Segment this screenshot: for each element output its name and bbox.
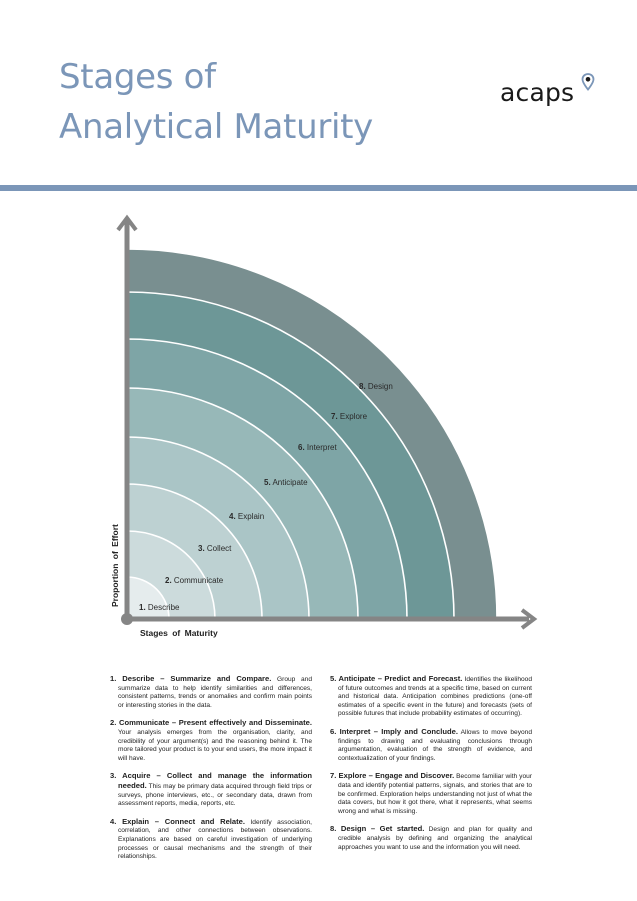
y-axis-line xyxy=(125,220,130,620)
description-interpret: 6. Interpret – Imply and Conclude. Allows to move beyond findings to drawing and evaluating conclusions through argumentation, evaluation of the strength of evidence, and contextualization of your findings. xyxy=(330,726,532,762)
label-design: 8. Design xyxy=(359,382,393,391)
description-design: 8. Design – Get started. Design and plan for quality and credible analysis by defining and organizing the analytical approaches you want to use and the information you will need. xyxy=(330,824,532,851)
label-explain: 4. Explain xyxy=(229,512,265,521)
descriptions-left-column xyxy=(110,675,312,871)
descriptions-right-column xyxy=(330,675,532,861)
description-explore: 7. Explore – Engage and Discover. Become familiar with your data and identify potential patterns, signals, and stories that are to be confirmed. Exploration helps understanding not just of what the data covers, but how it got there, what it represents, what seems wrong and what is missing. xyxy=(330,771,532,815)
x-axis-line xyxy=(127,617,529,622)
description-anticipate: 5. Anticipate – Predict and Forecast. Identifies the likelihood of future outcomes and trends at a specific time, based on current and historical data. Anticipation combines predictions (one-off estimates of a specific event in the future) and forecasts (sets of possible futures that include probability estimates of occurring). xyxy=(330,674,532,718)
title-line-1: Stages of xyxy=(59,57,216,97)
maturity-rings xyxy=(127,249,497,619)
label-describe: 1. Describe xyxy=(139,603,180,612)
logo-text: acaps xyxy=(500,78,575,107)
x-axis-label: Stages of Maturity xyxy=(140,628,218,638)
description-acquire: 3. Acquire – Collect and manage the information needed. This may be primary data acquired through field trips or surveys, phone interviews, etc., or secondary data, drawn from assessment reports, media, reports, etc. xyxy=(110,771,312,808)
origin-dot xyxy=(121,613,133,625)
label-explore: 7. Explore xyxy=(331,412,368,421)
label-interpret: 6. Interpret xyxy=(298,443,337,452)
description-explain: 4. Explain – Connect and Relate. Identify association, correlation, and other connections between observations. Explanations are based on careful investigation of underlying processes or causal mechanisms and the strength of their relationships. xyxy=(110,816,312,861)
label-collect: 3. Collect xyxy=(198,544,232,553)
label-anticipate: 5. Anticipate xyxy=(264,478,308,487)
title-line-2: Analytical Maturity xyxy=(59,107,373,147)
description-describe: 1. Describe – Summarize and Compare. Group and summarize data to help identify similarities and differences, consistent patterns, trends or anomalies and confirm main points or interesting stories in the data. xyxy=(110,674,312,709)
y-axis-label: Proportion of Effort xyxy=(110,524,120,607)
label-communicate: 2. Communicate xyxy=(165,576,224,585)
description-communicate: 2. Communicate – Present effectively and Disseminate. Your analysis emerges from the organisation, clarity, and credibility of your argument(s) and the reasoning behind it. The more tailored your product is to your end users, the more impact it will have. xyxy=(110,718,312,762)
